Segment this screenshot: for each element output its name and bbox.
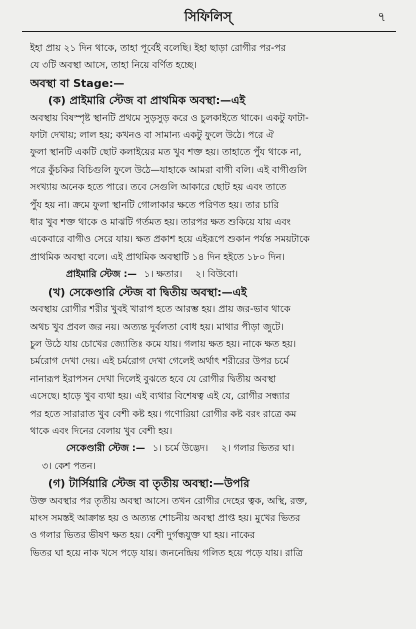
text-line: নানারূপ ইরাপসন দেখা দিলেই বুঝতে হবে যে রোগীর দ্বিতীয় অবস্থা — [30, 373, 277, 385]
text-line: ভিতর ঘা হয়ে নাক খসে পড়ে যায়। জননেন্দ্রিয় গলিত হয়ে পড়ে যায়। রাত্রি — [30, 547, 303, 559]
section-heading: অবস্থা বা Stage:— — [30, 76, 125, 90]
text-line: পর হতে সারারাত খুব বেশী কষ্ট হয়। গণোরিয়া রোগীর কষ্ট বরং রাত্রে কম — [30, 408, 297, 420]
text-line: এসেছে। হাড়ে খুব ব্যথা হয়। এই ব্যথার বিশেষত্ব এই যে, রোগীর সন্ধ্যার — [30, 391, 290, 403]
text-line: সংখ্যায় অনেক হতে পারে। তবে সেগুলি আকারে ছোট হয় এবং তাতে — [30, 182, 287, 194]
text-line: পরে কুঁচকির বিচিগুলি ফুলে উঠে—যাহাকে আমরা বাগী বলি। এই বাগীগুলি — [30, 164, 307, 176]
text-line: ফাটা দেখায়; লাল হয়; কখনও বা সামান্য একটু ফুলে উঠে। পরে ঐ — [30, 130, 274, 142]
header-rule — [22, 31, 396, 32]
text-line: ৩। কেশ পতন। — [42, 460, 96, 472]
text-line: ইহা প্রায় ২১ দিন থাকে, তাহা পূর্বেই বলেছি। ইহা ছাড়া রোগীর পর-পর — [30, 43, 286, 54]
stage-heading-secondary: (খ) সেকেণ্ডারি স্টেজ বা দ্বিতীয় অবস্থা:—এই — [48, 285, 247, 299]
secondary-symptoms-label: সেকেণ্ডারী স্টেজ :— — [66, 443, 146, 455]
text-line: যে ৩টি অবস্থা আসে, তাহা নিয়ে বর্ণিত হচ্ছে। — [30, 60, 197, 72]
text-line: থাকে এবং দিনের বেলায় খুব বেশী হয়। — [30, 425, 173, 437]
text-line: চর্মরোগ দেখা দেয়। এই চর্মরোগ দেখা গেলেই অর্থাৎ শরীরের উপর চর্মে — [30, 356, 289, 368]
symptom-item: ১। ক্ষতার। — [143, 269, 183, 281]
text-line: অবস্থায় রোগীর শরীর খুবই খারাপ হতে আরম্ভ হয়। প্রায় জর-ভাব থাকে — [30, 304, 291, 316]
text-line: ও গলার ভিতর ভীষণ ক্ষত হয়। বেশী দুর্গন্ধযুক্ত ঘা হয়। নাকের — [30, 530, 255, 542]
page-body — [30, 40, 394, 562]
page-number: ৭ — [377, 10, 386, 25]
symptom-item: ২। গলার ভিতর ঘা। — [221, 443, 295, 455]
text-line: ধার খুব শক্ত থাকে ও মাঝটি গর্তমত হয়। তারপর ক্ষত শুকিয়ে যায় এবং — [30, 217, 291, 229]
primary-symptoms-label: প্রাইমারি স্টেজ :— — [66, 269, 137, 281]
text-line: অবস্থায় বিষস্পৃষ্ট স্থানটি প্রথমে সুড়সুড় করে ও চুলকাইতে থাকে। একটু ফাটা- — [30, 112, 309, 124]
text-line: মাংস সমস্তই আক্রান্ত হয় ও অত্যন্ত শোচনীয় অবস্থা প্রাপ্ত হয়। মুখের ভিতর — [30, 512, 301, 524]
text-line: প্রাথমিক অবস্থা বলে। এই প্রাথমিক অবস্থাটি ১৪ দিন হইতে ১৮০ দিন। — [30, 251, 285, 263]
text-line: ফুলা স্থানটি একটি ছোট কলাইয়ের মত খুব শক্ত হয়। তাহাতে পুঁয থাকে না, — [30, 147, 302, 159]
symptom-item: ১। চর্মে উদ্ভেদ। — [152, 443, 209, 455]
stage-heading-primary: (ক) প্রাইমারি স্টেজ বা প্রাথমিক অবস্থা:—এই — [48, 94, 246, 108]
secondary-symptoms — [30, 440, 394, 457]
text-line: একেবারে বাগীও সেরে যায়। ক্ষত প্রকাশ হয়ে এইরূপে শুকান পর্যন্ত সময়টাকে — [30, 234, 310, 246]
running-header — [0, 0, 416, 30]
text-line: চুল উঠে যায় চোখের জ্যোতিঃ কমে যায়। গলায় ক্ষত হয়। নাকে ক্ষত হয়। — [30, 338, 296, 350]
symptom-item: ২। বিউবো। — [195, 269, 238, 281]
text-line: উক্ত অবস্থার পর তৃতীয় অবস্থা আসে। তখন রোগীর দেহের ত্বক, অস্থি, রক্ত, — [30, 495, 308, 507]
primary-symptoms — [30, 266, 394, 283]
text-line: অথচ খুব প্রবল জর নয়। অত্যন্ত দুর্বলতা বোধ হয়। মাথার পীড়া জুটে। — [30, 321, 284, 333]
text-line: পুঁয হয় না। ক্রমে ফুলা স্থানটি গোলাকার ক্ষতে পরিণত হয়। তার চারি — [30, 199, 279, 211]
stage-heading-tertiary: (গ) টার্সিয়ারি স্টেজ বা তৃতীয় অবস্থা:—উপরি — [48, 477, 250, 491]
header-title: সিফিলিস্ — [184, 10, 232, 25]
